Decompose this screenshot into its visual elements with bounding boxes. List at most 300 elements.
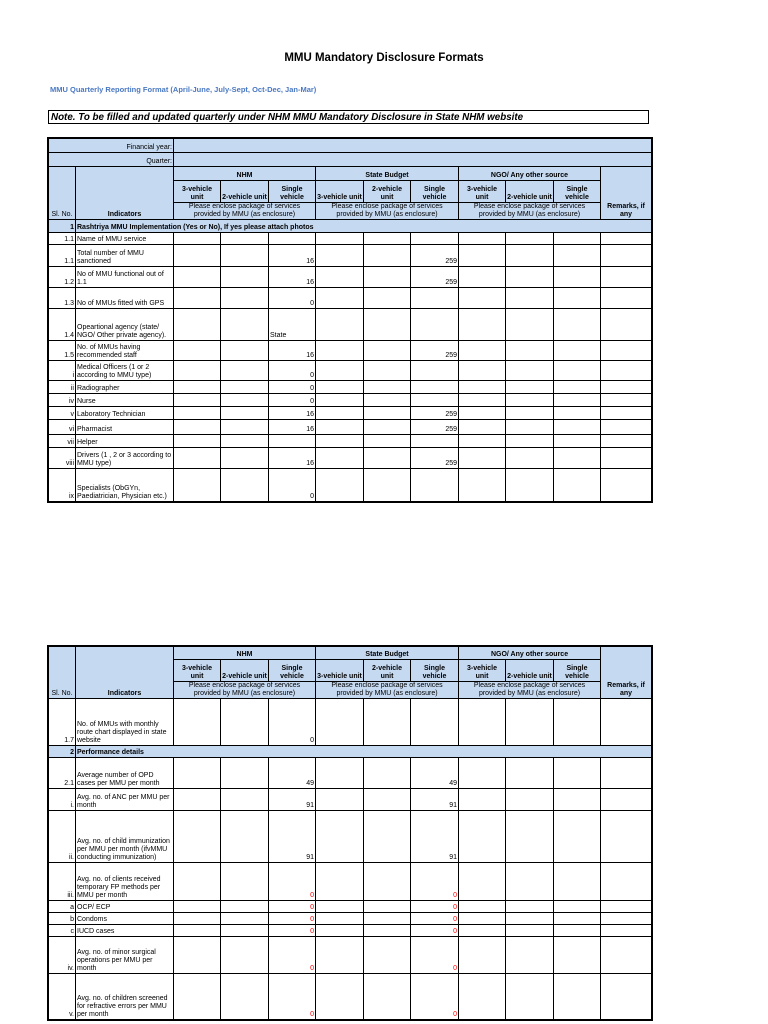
state-single-vehicle-cell[interactable]: 259	[411, 267, 459, 288]
data-cell[interactable]	[459, 974, 506, 1020]
nhm-single-vehicle-cell[interactable]	[269, 233, 316, 245]
remarks-cell[interactable]	[601, 288, 652, 309]
data-cell[interactable]	[506, 381, 554, 394]
indicator-label: Helper	[76, 435, 174, 448]
state-single-vehicle-cell[interactable]: 0	[411, 974, 459, 1020]
data-cell[interactable]	[554, 435, 601, 448]
data-cell[interactable]	[554, 901, 601, 913]
nhm-single-vehicle-cell[interactable]: 16	[269, 407, 316, 420]
data-cell[interactable]	[364, 469, 411, 502]
nhm-single-vehicle-cell[interactable]: 0	[269, 913, 316, 925]
data-cell[interactable]	[364, 420, 411, 435]
data-cell[interactable]	[221, 937, 269, 974]
data-cell[interactable]	[221, 811, 269, 863]
nhm-single-vehicle-cell[interactable]: 91	[269, 789, 316, 811]
remarks-cell[interactable]	[601, 974, 652, 1020]
data-cell[interactable]	[316, 267, 364, 288]
state-single-vehicle-cell[interactable]: 259	[411, 407, 459, 420]
data-cell[interactable]	[174, 233, 221, 245]
remarks-cell[interactable]	[601, 925, 652, 937]
data-cell[interactable]	[174, 758, 221, 789]
data-cell[interactable]	[506, 361, 554, 381]
state-2-vehicle-header: 2-vehicle unit	[364, 181, 411, 203]
state-single-vehicle-cell[interactable]	[411, 288, 459, 309]
nhm-single-vehicle-cell[interactable]: 0	[269, 863, 316, 901]
table-row	[49, 407, 652, 420]
data-cell[interactable]	[364, 901, 411, 913]
data-cell[interactable]	[174, 435, 221, 448]
state-single-vehicle-cell[interactable]	[411, 361, 459, 381]
state-single-vehicle-cell[interactable]	[411, 469, 459, 502]
data-cell[interactable]	[506, 925, 554, 937]
nhm-single-vehicle-cell[interactable]: 0	[269, 901, 316, 913]
data-cell[interactable]	[554, 245, 601, 267]
nhm-2-vehicle-header: 2-vehicle unit	[221, 181, 269, 203]
data-cell[interactable]	[506, 811, 554, 863]
data-cell[interactable]	[506, 974, 554, 1020]
quarter-label: Quarter:	[49, 153, 174, 167]
indicator-label: No of MMU functional out of 1.1	[76, 267, 174, 288]
state-single-vehicle-cell[interactable]	[411, 699, 459, 746]
data-cell[interactable]	[459, 394, 506, 407]
remarks-cell[interactable]	[601, 267, 652, 288]
data-cell[interactable]	[506, 435, 554, 448]
data-cell[interactable]	[174, 448, 221, 469]
state-single-vehicle-cell[interactable]	[411, 394, 459, 407]
nhm-single-vehicle-cell[interactable]: 91	[269, 811, 316, 863]
data-cell[interactable]	[221, 863, 269, 901]
indicator-label: OCP/ ECP	[76, 901, 174, 913]
data-cell[interactable]	[174, 901, 221, 913]
nhm-single-vehicle-cell[interactable]: 0	[269, 974, 316, 1020]
data-cell[interactable]	[459, 245, 506, 267]
data-cell[interactable]	[174, 863, 221, 901]
data-cell[interactable]	[554, 288, 601, 309]
remarks-cell[interactable]	[601, 381, 652, 394]
data-cell[interactable]	[221, 435, 269, 448]
data-cell[interactable]	[554, 974, 601, 1020]
table-row	[49, 420, 652, 435]
data-cell[interactable]	[554, 937, 601, 974]
state-single-vehicle-cell[interactable]: 259	[411, 448, 459, 469]
remarks-cell[interactable]	[601, 341, 652, 361]
state-3-vehicle-header: 3-vehicle unit	[316, 660, 364, 682]
data-cell[interactable]	[316, 469, 364, 502]
data-cell[interactable]	[316, 435, 364, 448]
nhm-single-vehicle-cell[interactable]: 0	[269, 381, 316, 394]
data-cell[interactable]	[316, 288, 364, 309]
disclosure-table-2	[48, 646, 652, 1020]
data-cell[interactable]	[316, 309, 364, 341]
data-cell[interactable]	[221, 288, 269, 309]
row-number: 1.7	[49, 699, 76, 746]
section-row	[49, 746, 652, 758]
data-cell[interactable]	[174, 245, 221, 267]
data-cell[interactable]	[364, 758, 411, 789]
state-single-vehicle-cell[interactable]: 259	[411, 420, 459, 435]
remarks-cell[interactable]	[601, 420, 652, 435]
data-cell[interactable]	[316, 789, 364, 811]
data-cell[interactable]	[459, 435, 506, 448]
row-number: c	[49, 925, 76, 937]
nhm-single-vehicle-cell[interactable]: 0	[269, 469, 316, 502]
data-cell[interactable]	[221, 469, 269, 502]
table-row	[49, 469, 652, 502]
remarks-cell[interactable]	[601, 448, 652, 469]
data-cell[interactable]	[459, 937, 506, 974]
state-budget-header: State Budget	[316, 647, 459, 660]
data-cell[interactable]	[316, 974, 364, 1020]
data-cell[interactable]	[174, 394, 221, 407]
row-number: b	[49, 913, 76, 925]
data-cell[interactable]	[554, 789, 601, 811]
data-cell[interactable]	[316, 925, 364, 937]
data-cell[interactable]	[174, 925, 221, 937]
state-single-vehicle-cell[interactable]	[411, 381, 459, 394]
remarks-cell[interactable]	[601, 758, 652, 789]
remarks-cell[interactable]	[601, 407, 652, 420]
data-cell[interactable]	[506, 863, 554, 901]
data-cell[interactable]	[221, 361, 269, 381]
remarks-cell[interactable]	[601, 913, 652, 925]
data-cell[interactable]	[506, 407, 554, 420]
data-cell[interactable]	[459, 448, 506, 469]
note-box: Note. To be filled and updated quarterly under NHM MMU Mandatory Disclosure in State NHM website	[48, 110, 649, 124]
nhm-single-vehicle-cell[interactable]: 0	[269, 394, 316, 407]
data-cell[interactable]	[459, 309, 506, 341]
table-row	[49, 901, 652, 913]
data-cell[interactable]	[316, 863, 364, 901]
data-cell[interactable]	[459, 811, 506, 863]
table-row	[49, 937, 652, 974]
data-cell[interactable]	[221, 233, 269, 245]
data-cell[interactable]	[459, 789, 506, 811]
remarks-cell[interactable]	[601, 394, 652, 407]
data-cell[interactable]	[316, 420, 364, 435]
data-cell[interactable]	[364, 267, 411, 288]
data-cell[interactable]	[221, 309, 269, 341]
state-single-vehicle-cell[interactable]	[411, 233, 459, 245]
table-row	[49, 435, 652, 448]
data-cell[interactable]	[174, 974, 221, 1020]
indicator-label: Opeartional agency (state/ NGO/ Other private agency).	[76, 309, 174, 341]
data-cell[interactable]	[316, 699, 364, 746]
data-cell[interactable]	[174, 789, 221, 811]
row-number: vii	[49, 435, 76, 448]
indicator-label: Avg. no. of minor surgical operations per MMU per month	[76, 937, 174, 974]
data-cell[interactable]	[506, 341, 554, 361]
data-cell[interactable]	[459, 469, 506, 502]
data-cell[interactable]	[506, 758, 554, 789]
remarks-cell[interactable]	[601, 245, 652, 267]
remarks-cell[interactable]	[601, 863, 652, 901]
data-cell[interactable]	[316, 937, 364, 974]
data-cell[interactable]	[221, 267, 269, 288]
data-cell[interactable]	[364, 811, 411, 863]
table-row	[49, 267, 652, 288]
data-cell[interactable]	[506, 901, 554, 913]
section-title: Rashtriya MMU Implementation (Yes or No), If yes please attach photos	[76, 220, 652, 233]
financial-year-label: Financial year:	[49, 139, 174, 153]
data-cell[interactable]	[554, 925, 601, 937]
data-cell[interactable]	[554, 381, 601, 394]
data-cell[interactable]	[459, 699, 506, 746]
indicator-label: Avg. no. of children screened for refractive errors per MMU per month	[76, 974, 174, 1020]
data-cell[interactable]	[554, 913, 601, 925]
row-number: i.	[49, 789, 76, 811]
remarks-cell[interactable]	[601, 435, 652, 448]
nhm-header: NHM	[174, 647, 316, 660]
remarks-cell[interactable]	[601, 309, 652, 341]
nhm-single-vehicle-cell[interactable]: State	[269, 309, 316, 341]
data-cell[interactable]	[506, 420, 554, 435]
data-cell[interactable]	[554, 361, 601, 381]
data-cell[interactable]	[174, 288, 221, 309]
ngo-header: NGO/ Any other source	[459, 167, 601, 181]
data-cell[interactable]	[221, 381, 269, 394]
data-cell[interactable]	[174, 811, 221, 863]
data-cell[interactable]	[316, 394, 364, 407]
data-cell[interactable]	[221, 789, 269, 811]
nhm-single-vehicle-cell[interactable]: 0	[269, 288, 316, 309]
data-cell[interactable]	[459, 420, 506, 435]
data-cell[interactable]	[221, 699, 269, 746]
state-single-vehicle-cell[interactable]: 91	[411, 789, 459, 811]
data-cell[interactable]	[459, 361, 506, 381]
data-cell[interactable]	[506, 288, 554, 309]
data-cell[interactable]	[364, 913, 411, 925]
data-cell[interactable]	[506, 789, 554, 811]
data-cell[interactable]	[364, 394, 411, 407]
indicator-label: Avg. no. of ANC per MMU per month	[76, 789, 174, 811]
data-cell[interactable]	[174, 267, 221, 288]
nhm-single-vehicle-cell[interactable]	[269, 435, 316, 448]
data-cell[interactable]	[554, 811, 601, 863]
remarks-cell[interactable]	[601, 469, 652, 502]
indicator-label: Average number of OPD cases per MMU per month	[76, 758, 174, 789]
row-number: ix	[49, 469, 76, 502]
state-single-vehicle-cell[interactable]	[411, 435, 459, 448]
data-cell[interactable]	[316, 901, 364, 913]
indicator-label: Specialists (ObGYn, Paediatrician, Physician etc.)	[76, 469, 174, 502]
nhm-single-vehicle-cell[interactable]: 0	[269, 699, 316, 746]
nhm-single-vehicle-cell[interactable]: 0	[269, 361, 316, 381]
data-cell[interactable]	[506, 267, 554, 288]
nhm-single-vehicle-cell[interactable]: 16	[269, 341, 316, 361]
data-cell[interactable]	[459, 901, 506, 913]
nhm-single-vehicle-cell[interactable]: 16	[269, 245, 316, 267]
data-cell[interactable]	[506, 937, 554, 974]
state-single-vehicle-cell[interactable]: 259	[411, 341, 459, 361]
state-single-vehicle-cell[interactable]: 0	[411, 925, 459, 937]
indicators-header: Indicators	[76, 647, 174, 699]
nhm-enclose-note: Please enclose package of services provided by MMU (as enclosure)	[174, 203, 316, 220]
data-cell[interactable]	[364, 448, 411, 469]
state-single-vehicle-header: Single vehicle	[411, 660, 459, 682]
data-cell[interactable]	[554, 469, 601, 502]
state-single-vehicle-cell[interactable]: 91	[411, 811, 459, 863]
ngo-enclose-note: Please enclose package of services provided by MMU (as enclosure)	[459, 682, 601, 699]
data-cell[interactable]	[221, 394, 269, 407]
data-cell[interactable]	[554, 699, 601, 746]
row-number: ii	[49, 381, 76, 394]
data-cell[interactable]	[221, 925, 269, 937]
data-cell[interactable]	[364, 245, 411, 267]
state-single-vehicle-cell[interactable]: 0	[411, 937, 459, 974]
data-cell[interactable]	[316, 233, 364, 245]
data-cell[interactable]	[506, 245, 554, 267]
remarks-cell[interactable]	[601, 811, 652, 863]
data-cell[interactable]	[174, 361, 221, 381]
data-cell[interactable]	[174, 699, 221, 746]
state-single-vehicle-cell[interactable]: 0	[411, 901, 459, 913]
data-cell[interactable]	[364, 863, 411, 901]
data-cell[interactable]	[506, 699, 554, 746]
indicator-label: Name of MMU service	[76, 233, 174, 245]
data-cell[interactable]	[554, 448, 601, 469]
nhm-single-vehicle-cell[interactable]: 0	[269, 925, 316, 937]
row-number: v	[49, 407, 76, 420]
data-cell[interactable]	[459, 341, 506, 361]
data-cell[interactable]	[554, 420, 601, 435]
state-single-vehicle-cell[interactable]: 0	[411, 913, 459, 925]
data-cell[interactable]	[459, 925, 506, 937]
data-cell[interactable]	[316, 361, 364, 381]
data-cell[interactable]	[316, 811, 364, 863]
row-number: a	[49, 901, 76, 913]
data-cell[interactable]	[459, 233, 506, 245]
row-number: 1.3	[49, 288, 76, 309]
indicator-label: No of MMUs fitted with GPS	[76, 288, 174, 309]
data-cell[interactable]	[221, 974, 269, 1020]
data-cell[interactable]	[506, 233, 554, 245]
state-enclose-note: Please enclose package of services provided by MMU (as enclosure)	[316, 682, 459, 699]
remarks-cell[interactable]	[601, 937, 652, 974]
data-cell[interactable]	[174, 469, 221, 502]
data-cell[interactable]	[174, 937, 221, 974]
data-cell[interactable]	[459, 863, 506, 901]
data-cell[interactable]	[554, 407, 601, 420]
remarks-cell[interactable]	[601, 233, 652, 245]
table-row	[49, 811, 652, 863]
data-cell[interactable]	[554, 341, 601, 361]
data-cell[interactable]	[316, 245, 364, 267]
nhm-single-vehicle-cell[interactable]: 49	[269, 758, 316, 789]
row-number: 1.4	[49, 309, 76, 341]
remarks-cell[interactable]	[601, 699, 652, 746]
data-cell[interactable]	[554, 233, 601, 245]
state-single-vehicle-cell[interactable]: 49	[411, 758, 459, 789]
remarks-cell[interactable]	[601, 901, 652, 913]
data-cell[interactable]	[459, 913, 506, 925]
state-single-vehicle-cell[interactable]	[411, 309, 459, 341]
table-row	[49, 448, 652, 469]
data-cell[interactable]	[364, 361, 411, 381]
data-cell[interactable]	[364, 233, 411, 245]
data-cell[interactable]	[174, 407, 221, 420]
data-cell[interactable]	[221, 341, 269, 361]
data-cell[interactable]	[221, 448, 269, 469]
data-cell[interactable]	[174, 420, 221, 435]
data-cell[interactable]	[221, 245, 269, 267]
data-cell[interactable]	[554, 863, 601, 901]
indicators-header: Indicators	[76, 167, 174, 220]
data-cell[interactable]	[364, 288, 411, 309]
state-single-vehicle-cell[interactable]: 0	[411, 863, 459, 901]
remarks-cell[interactable]	[601, 361, 652, 381]
data-cell[interactable]	[554, 394, 601, 407]
data-cell[interactable]	[174, 913, 221, 925]
data-cell[interactable]	[506, 448, 554, 469]
row-number: 1.1	[49, 233, 76, 245]
data-cell[interactable]	[364, 309, 411, 341]
data-cell[interactable]	[554, 267, 601, 288]
nhm-single-vehicle-cell[interactable]: 0	[269, 937, 316, 974]
row-number: 1.2	[49, 267, 76, 288]
data-cell[interactable]	[221, 407, 269, 420]
state-single-vehicle-cell[interactable]: 259	[411, 245, 459, 267]
indicator-label: Avg. no. of child immunization per MMU per month (ifvMMU conducting immunization)	[76, 811, 174, 863]
remarks-cell[interactable]	[601, 789, 652, 811]
data-cell[interactable]	[221, 758, 269, 789]
data-cell[interactable]	[221, 420, 269, 435]
data-cell[interactable]	[316, 448, 364, 469]
data-cell[interactable]	[316, 758, 364, 789]
data-cell[interactable]	[221, 913, 269, 925]
data-cell[interactable]	[506, 469, 554, 502]
data-cell[interactable]	[364, 789, 411, 811]
data-cell[interactable]	[364, 699, 411, 746]
data-cell[interactable]	[554, 309, 601, 341]
data-cell[interactable]	[316, 381, 364, 394]
sl-no-header: Sl. No.	[49, 167, 76, 220]
data-cell[interactable]	[364, 381, 411, 394]
state-enclose-note: Please enclose package of services provided by MMU (as enclosure)	[316, 203, 459, 220]
data-cell[interactable]	[459, 407, 506, 420]
data-cell[interactable]	[554, 758, 601, 789]
data-cell[interactable]	[174, 341, 221, 361]
data-cell[interactable]	[506, 394, 554, 407]
section-title: Performance details	[76, 746, 652, 758]
nhm-single-vehicle-cell[interactable]: 16	[269, 267, 316, 288]
data-cell[interactable]	[459, 758, 506, 789]
data-cell[interactable]	[364, 974, 411, 1020]
data-cell[interactable]	[364, 435, 411, 448]
data-cell[interactable]	[364, 341, 411, 361]
data-cell[interactable]	[174, 309, 221, 341]
nhm-single-vehicle-header: Single vehicle	[269, 181, 316, 203]
data-cell[interactable]	[364, 937, 411, 974]
nhm-single-vehicle-cell[interactable]: 16	[269, 448, 316, 469]
data-cell[interactable]	[459, 288, 506, 309]
data-cell[interactable]	[174, 381, 221, 394]
indicator-label: Nurse	[76, 394, 174, 407]
data-cell[interactable]	[506, 309, 554, 341]
nhm-single-vehicle-cell[interactable]: 16	[269, 420, 316, 435]
page-title: MMU Mandatory Disclosure Formats	[284, 52, 484, 64]
data-cell[interactable]	[459, 267, 506, 288]
sl-no-header: Sl. No.	[49, 647, 76, 699]
data-cell[interactable]	[459, 381, 506, 394]
data-cell[interactable]	[364, 925, 411, 937]
data-cell[interactable]	[221, 901, 269, 913]
data-cell[interactable]	[316, 913, 364, 925]
data-cell[interactable]	[316, 407, 364, 420]
data-cell[interactable]	[506, 913, 554, 925]
data-cell[interactable]	[316, 341, 364, 361]
data-cell[interactable]	[364, 407, 411, 420]
ngo-single-vehicle-header: Single vehicle	[554, 181, 601, 203]
